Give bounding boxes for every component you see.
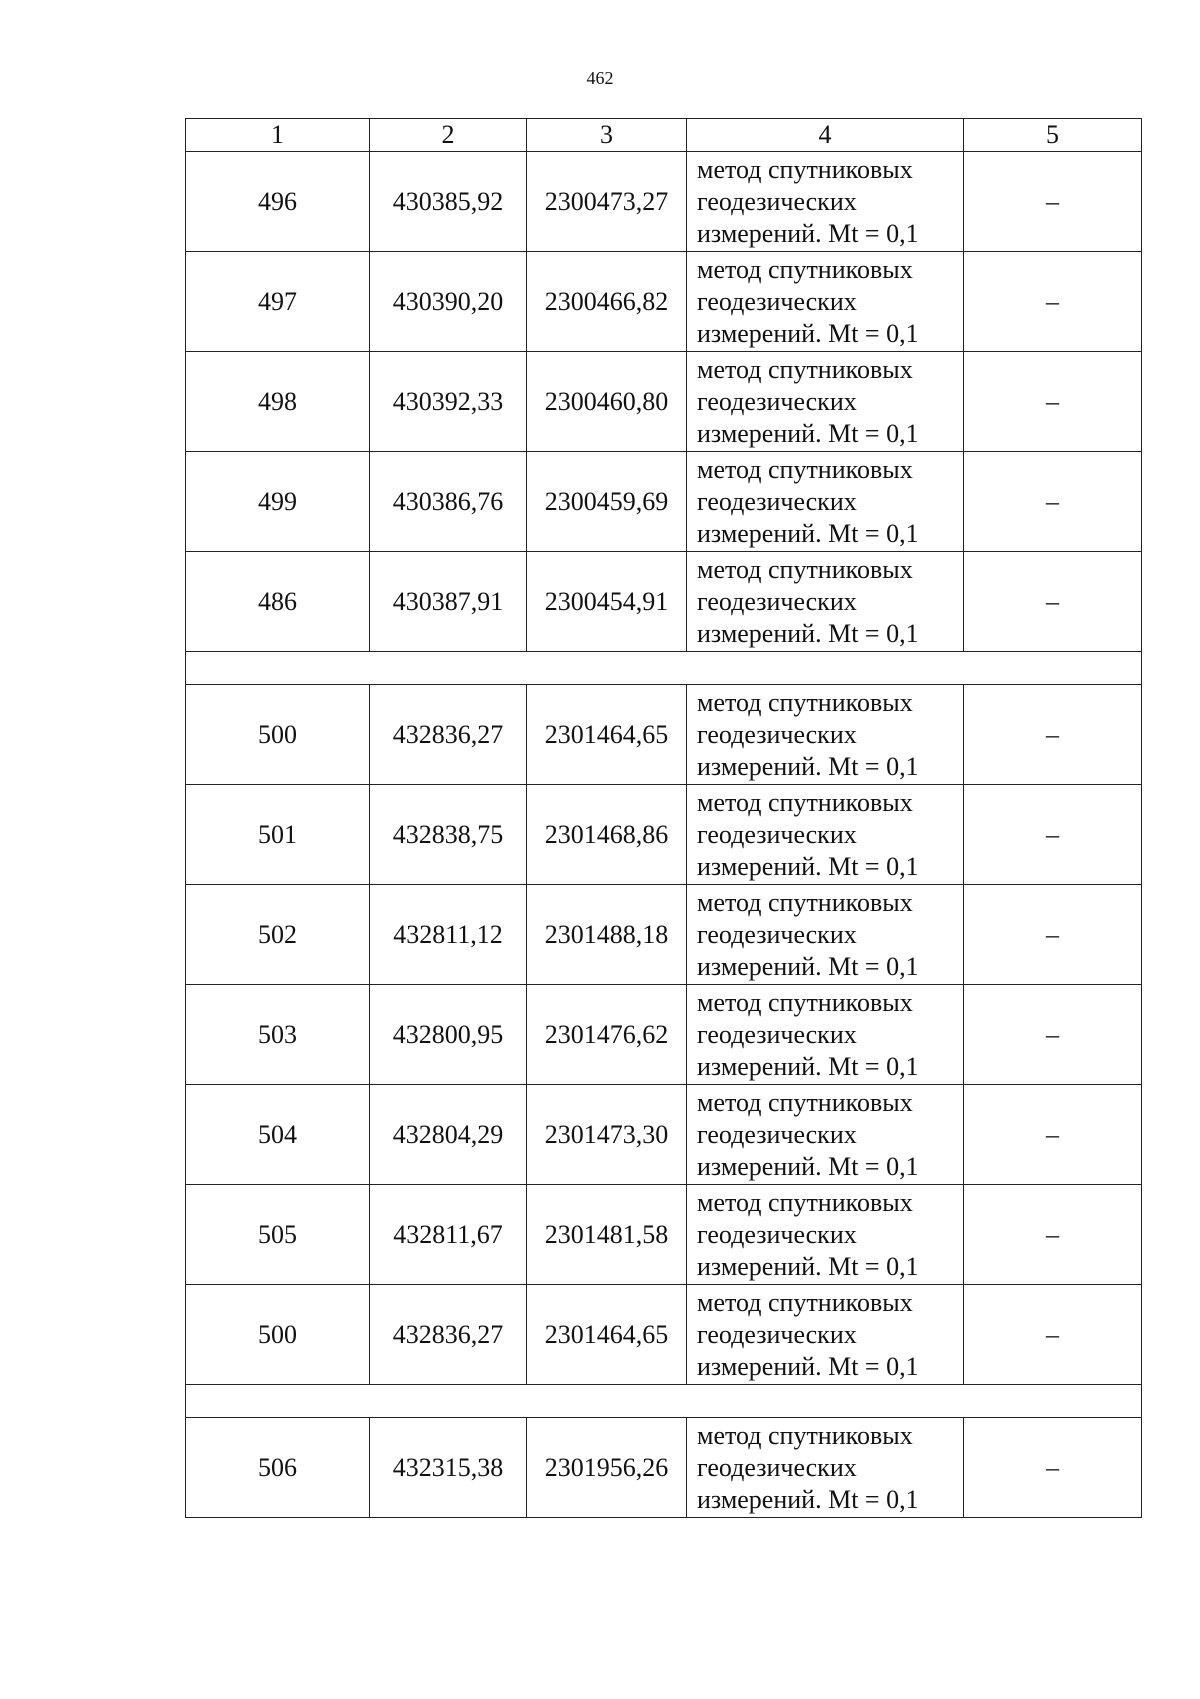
method-cell [687, 452, 964, 552]
method-cell [687, 1085, 964, 1185]
note-cell: – [964, 1185, 1142, 1285]
method-line: измерений. Mt = 0,1 [697, 1351, 919, 1381]
table-row [186, 985, 1142, 1085]
x-coordinate-cell: 432811,12 [370, 885, 527, 985]
table-row [186, 1285, 1142, 1385]
table-header-row [186, 119, 1142, 152]
method-cell [687, 252, 964, 352]
table-body [186, 119, 1142, 1518]
coordinates-table [185, 118, 1142, 1518]
method-line: геодезических [697, 1119, 857, 1149]
table-row [186, 785, 1142, 885]
x-coordinate-cell: 430390,20 [370, 252, 527, 352]
y-coordinate-cell: 2301468,86 [527, 785, 687, 885]
y-coordinate-cell: 2301464,65 [527, 685, 687, 785]
x-coordinate-cell: 430385,92 [370, 152, 527, 252]
header-cell: 5 [964, 119, 1142, 152]
note-cell: – [964, 352, 1142, 452]
method-line: геодезических [697, 186, 857, 216]
y-coordinate-cell: 2301473,30 [527, 1085, 687, 1185]
x-coordinate-cell: 432836,27 [370, 1285, 527, 1385]
method-line: измерений. Mt = 0,1 [697, 418, 919, 448]
y-coordinate-cell: 2301488,18 [527, 885, 687, 985]
method-line: геодезических [697, 586, 857, 616]
y-coordinate-cell: 2300466,82 [527, 252, 687, 352]
method-line: геодезических [697, 719, 857, 749]
note-cell: – [964, 985, 1142, 1085]
x-coordinate-cell: 430387,91 [370, 552, 527, 652]
method-line: измерений. Mt = 0,1 [697, 218, 919, 248]
x-coordinate-cell: 430392,33 [370, 352, 527, 452]
method-cell [687, 1418, 964, 1518]
table-row [186, 452, 1142, 552]
method-line: метод спутниковых [697, 1187, 913, 1217]
note-cell: – [964, 452, 1142, 552]
header-cell: 2 [370, 119, 527, 152]
group-separator-row [186, 1385, 1142, 1418]
method-line: метод спутниковых [697, 687, 913, 717]
method-line: метод спутниковых [697, 354, 913, 384]
method-line: геодезических [697, 286, 857, 316]
point-number-cell: 499 [186, 452, 370, 552]
note-cell: – [964, 1285, 1142, 1385]
y-coordinate-cell: 2300460,80 [527, 352, 687, 452]
method-line: измерений. Mt = 0,1 [697, 851, 919, 881]
point-number-cell: 501 [186, 785, 370, 885]
method-line: измерений. Mt = 0,1 [697, 1251, 919, 1281]
group-separator-cell [186, 652, 1142, 685]
method-cell [687, 152, 964, 252]
method-line: метод спутниковых [697, 1087, 913, 1117]
y-coordinate-cell: 2301481,58 [527, 1185, 687, 1285]
method-line: измерений. Mt = 0,1 [697, 1151, 919, 1181]
method-line: геодезических [697, 1019, 857, 1049]
x-coordinate-cell: 432838,75 [370, 785, 527, 885]
method-cell [687, 1285, 964, 1385]
method-line: метод спутниковых [697, 254, 913, 284]
method-line: геодезических [697, 1219, 857, 1249]
method-line: метод спутниковых [697, 154, 913, 184]
point-number-cell: 505 [186, 1185, 370, 1285]
x-coordinate-cell: 432315,38 [370, 1418, 527, 1518]
x-coordinate-cell: 432811,67 [370, 1185, 527, 1285]
table-row [186, 252, 1142, 352]
point-number-cell: 502 [186, 885, 370, 985]
method-line: метод спутниковых [697, 1420, 913, 1450]
table-row [186, 1085, 1142, 1185]
method-line: измерений. Mt = 0,1 [697, 751, 919, 781]
method-line: измерений. Mt = 0,1 [697, 618, 919, 648]
group-separator-cell [186, 1385, 1142, 1418]
method-cell [687, 785, 964, 885]
table-row [186, 885, 1142, 985]
method-cell [687, 685, 964, 785]
table-row [186, 552, 1142, 652]
method-cell [687, 1185, 964, 1285]
header-cell: 3 [527, 119, 687, 152]
note-cell: – [964, 1418, 1142, 1518]
y-coordinate-cell: 2301476,62 [527, 985, 687, 1085]
method-line: метод спутниковых [697, 987, 913, 1017]
note-cell: – [964, 152, 1142, 252]
table-row [186, 1418, 1142, 1518]
method-cell [687, 552, 964, 652]
method-line: измерений. Mt = 0,1 [697, 1051, 919, 1081]
point-number-cell: 504 [186, 1085, 370, 1185]
x-coordinate-cell: 430386,76 [370, 452, 527, 552]
method-line: геодезических [697, 486, 857, 516]
method-cell [687, 885, 964, 985]
method-line: геодезических [697, 819, 857, 849]
table-row [186, 352, 1142, 452]
note-cell: – [964, 1085, 1142, 1185]
point-number-cell: 503 [186, 985, 370, 1085]
page-number: 462 [586, 68, 614, 88]
note-cell: – [964, 885, 1142, 985]
coordinates-table-container [185, 118, 1141, 1518]
point-number-cell: 500 [186, 685, 370, 785]
header-cell: 1 [186, 119, 370, 152]
point-number-cell: 486 [186, 552, 370, 652]
point-number-cell: 500 [186, 1285, 370, 1385]
y-coordinate-cell: 2301956,26 [527, 1418, 687, 1518]
method-line: геодезических [697, 1319, 857, 1349]
method-line: измерений. Mt = 0,1 [697, 951, 919, 981]
method-line: измерений. Mt = 0,1 [697, 1484, 919, 1514]
method-line: метод спутниковых [697, 554, 913, 584]
method-line: метод спутниковых [697, 887, 913, 917]
method-line: геодезических [697, 919, 857, 949]
x-coordinate-cell: 432804,29 [370, 1085, 527, 1185]
note-cell: – [964, 685, 1142, 785]
note-cell: – [964, 552, 1142, 652]
point-number-cell: 498 [186, 352, 370, 452]
x-coordinate-cell: 432800,95 [370, 985, 527, 1085]
method-line: метод спутниковых [697, 454, 913, 484]
y-coordinate-cell: 2300454,91 [527, 552, 687, 652]
point-number-cell: 496 [186, 152, 370, 252]
point-number-cell: 497 [186, 252, 370, 352]
method-line: геодезических [697, 386, 857, 416]
point-number-cell: 506 [186, 1418, 370, 1518]
method-cell [687, 352, 964, 452]
header-cell: 4 [687, 119, 964, 152]
method-line: метод спутниковых [697, 787, 913, 817]
table-row [186, 152, 1142, 252]
method-line: геодезических [697, 1452, 857, 1482]
y-coordinate-cell: 2300473,27 [527, 152, 687, 252]
method-cell [687, 985, 964, 1085]
method-line: измерений. Mt = 0,1 [697, 518, 919, 548]
method-line: метод спутниковых [697, 1287, 913, 1317]
method-line: измерений. Mt = 0,1 [697, 318, 919, 348]
y-coordinate-cell: 2300459,69 [527, 452, 687, 552]
x-coordinate-cell: 432836,27 [370, 685, 527, 785]
note-cell: – [964, 252, 1142, 352]
table-row [186, 685, 1142, 785]
table-row [186, 1185, 1142, 1285]
note-cell: – [964, 785, 1142, 885]
group-separator-row [186, 652, 1142, 685]
y-coordinate-cell: 2301464,65 [527, 1285, 687, 1385]
